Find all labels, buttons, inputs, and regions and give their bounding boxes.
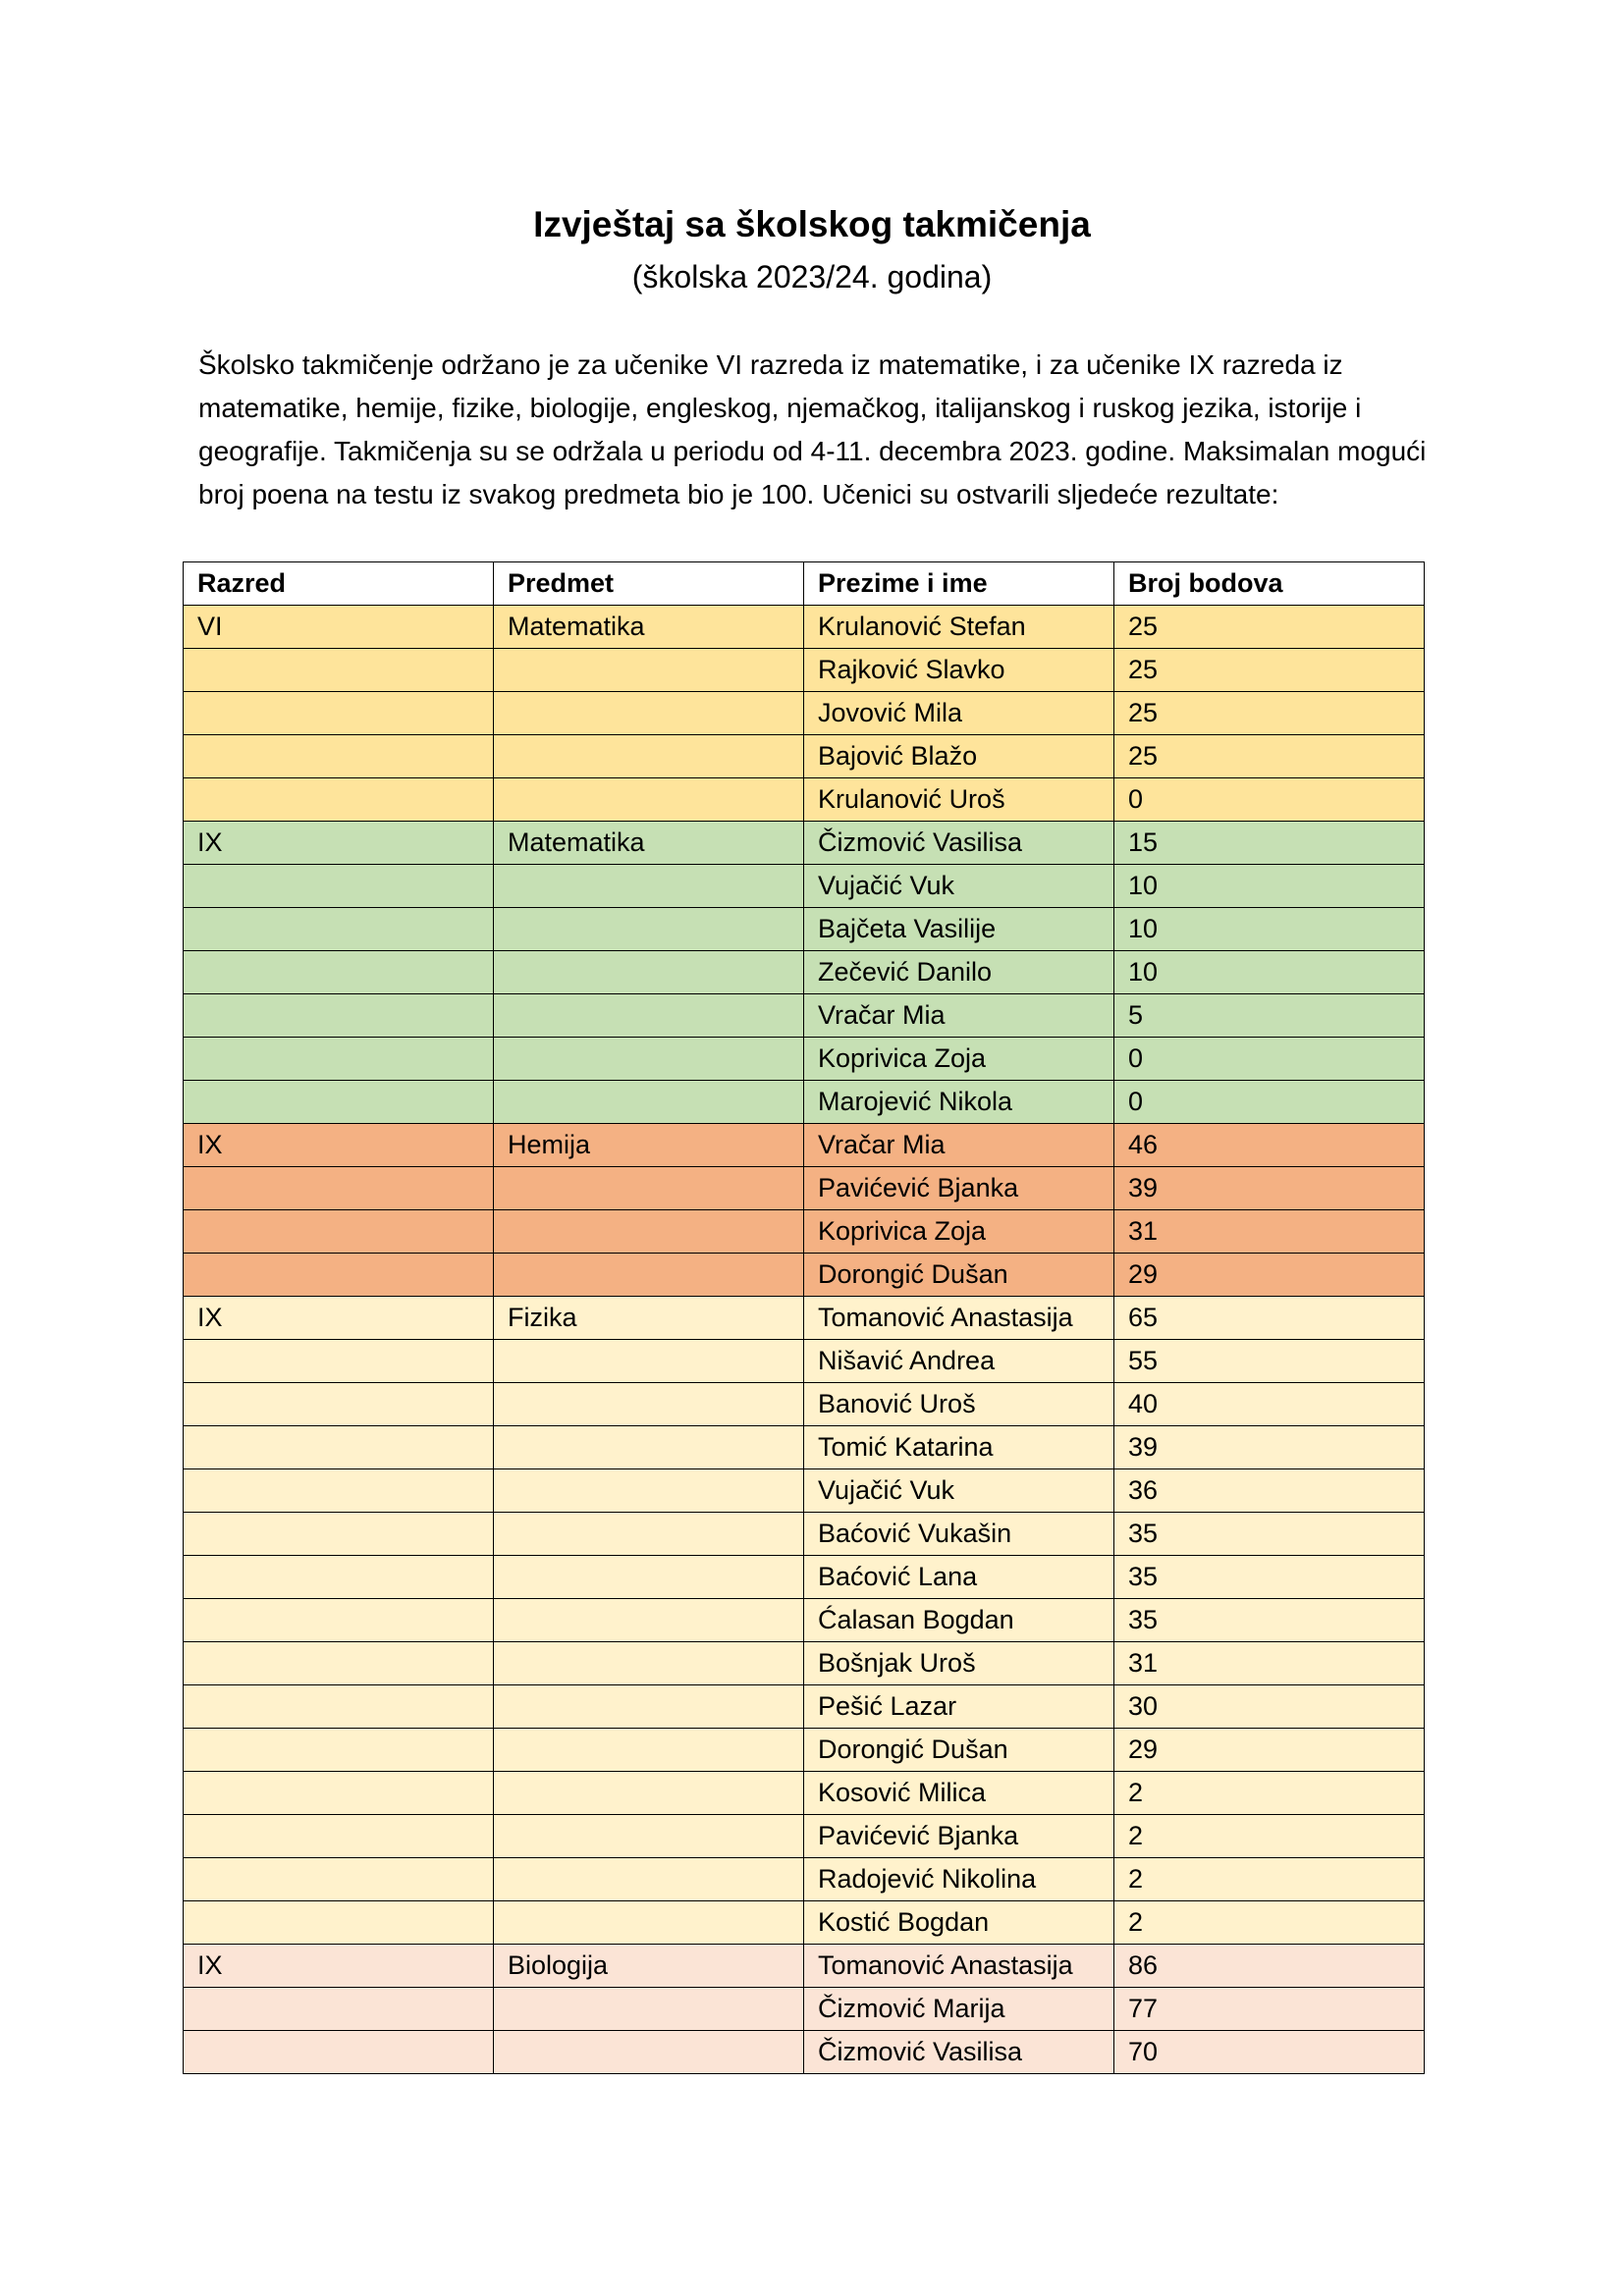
points-cell: 25 [1114, 735, 1425, 778]
points-cell: 2 [1114, 1858, 1425, 1901]
points-cell: 77 [1114, 1988, 1425, 2031]
table-row [184, 1945, 1425, 1988]
predmet-cell [494, 1901, 804, 1945]
points-cell: 65 [1114, 1297, 1425, 1340]
header-predmet: Predmet [494, 562, 804, 606]
points-cell: 0 [1114, 778, 1425, 822]
student-name-cell: Radojević Nikolina [804, 1858, 1114, 1901]
predmet-cell [494, 1383, 804, 1426]
predmet-cell [494, 1210, 804, 1254]
predmet-cell [494, 1815, 804, 1858]
student-name-cell: Zečević Danilo [804, 951, 1114, 994]
razred-cell [184, 735, 494, 778]
student-name-cell: Nišavić Andrea [804, 1340, 1114, 1383]
razred-cell [184, 1210, 494, 1254]
razred-cell [184, 1556, 494, 1599]
points-cell: 2 [1114, 1901, 1425, 1945]
student-name-cell: Dorongić Dušan [804, 1729, 1114, 1772]
razred-cell [184, 692, 494, 735]
student-name-cell: Ćalasan Bogdan [804, 1599, 1114, 1642]
table-row [184, 1297, 1425, 1340]
predmet-cell [494, 1858, 804, 1901]
student-name-cell: Pešić Lazar [804, 1685, 1114, 1729]
student-name-cell: Pavićević Bjanka [804, 1167, 1114, 1210]
razred-cell: IX [184, 1297, 494, 1340]
points-cell: 55 [1114, 1340, 1425, 1383]
student-name-cell: Tomanović Anastasija [804, 1945, 1114, 1988]
student-name-cell: Koprivica Zoja [804, 1038, 1114, 1081]
header-broj-bodova: Broj bodova [1114, 562, 1425, 606]
student-name-cell: Banović Uroš [804, 1383, 1114, 1426]
points-cell: 29 [1114, 1254, 1425, 1297]
table-row [184, 865, 1425, 908]
predmet-cell [494, 1167, 804, 1210]
student-name-cell: Pavićević Bjanka [804, 1815, 1114, 1858]
predmet-cell [494, 1729, 804, 1772]
student-name-cell: Tomanović Anastasija [804, 1297, 1114, 1340]
predmet-cell [494, 994, 804, 1038]
table-row [184, 1469, 1425, 1513]
table-row [184, 1599, 1425, 1642]
razred-cell [184, 1599, 494, 1642]
razred-cell [184, 1858, 494, 1901]
razred-cell [184, 649, 494, 692]
student-name-cell: Bajčeta Vasilije [804, 908, 1114, 951]
predmet-cell [494, 1685, 804, 1729]
predmet-cell [494, 1340, 804, 1383]
points-cell: 0 [1114, 1081, 1425, 1124]
predmet-cell [494, 1772, 804, 1815]
razred-cell [184, 1815, 494, 1858]
predmet-cell [494, 1254, 804, 1297]
table-row [184, 1685, 1425, 1729]
points-cell: 35 [1114, 1556, 1425, 1599]
razred-cell [184, 1772, 494, 1815]
points-cell: 29 [1114, 1729, 1425, 1772]
razred-cell: IX [184, 822, 494, 865]
student-name-cell: Dorongić Dušan [804, 1254, 1114, 1297]
table-row [184, 1988, 1425, 2031]
student-name-cell: Koprivica Zoja [804, 1210, 1114, 1254]
razred-cell [184, 1426, 494, 1469]
predmet-cell [494, 1988, 804, 2031]
points-cell: 30 [1114, 1685, 1425, 1729]
points-cell: 70 [1114, 2031, 1425, 2074]
razred-cell [184, 1469, 494, 1513]
predmet-cell [494, 951, 804, 994]
razred-cell [184, 951, 494, 994]
points-cell: 86 [1114, 1945, 1425, 1988]
table-row [184, 606, 1425, 649]
points-cell: 39 [1114, 1167, 1425, 1210]
razred-cell [184, 1081, 494, 1124]
student-name-cell: Čizmović Marija [804, 1988, 1114, 2031]
predmet-cell [494, 649, 804, 692]
razred-cell [184, 1729, 494, 1772]
student-name-cell: Baćović Vukašin [804, 1513, 1114, 1556]
points-cell: 39 [1114, 1426, 1425, 1469]
table-row [184, 1210, 1425, 1254]
predmet-cell: Hemija [494, 1124, 804, 1167]
table-row [184, 735, 1425, 778]
predmet-cell [494, 2031, 804, 2074]
predmet-cell [494, 1426, 804, 1469]
points-cell: 25 [1114, 649, 1425, 692]
predmet-cell: Fizika [494, 1297, 804, 1340]
table-row [184, 1729, 1425, 1772]
student-name-cell: Kosović Milica [804, 1772, 1114, 1815]
points-cell: 2 [1114, 1772, 1425, 1815]
header-prezime-i-ime: Prezime i ime [804, 562, 1114, 606]
points-cell: 15 [1114, 822, 1425, 865]
student-name-cell: Rajković Slavko [804, 649, 1114, 692]
table-row [184, 649, 1425, 692]
predmet-cell [494, 1038, 804, 1081]
student-name-cell: Tomić Katarina [804, 1426, 1114, 1469]
razred-cell [184, 1901, 494, 1945]
razred-cell [184, 1988, 494, 2031]
table-row [184, 1124, 1425, 1167]
points-cell: 10 [1114, 908, 1425, 951]
predmet-cell [494, 1081, 804, 1124]
table-row [184, 1858, 1425, 1901]
razred-cell [184, 994, 494, 1038]
student-name-cell: Čizmović Vasilisa [804, 2031, 1114, 2074]
razred-cell: IX [184, 1945, 494, 1988]
razred-cell [184, 1642, 494, 1685]
table-row [184, 908, 1425, 951]
points-cell: 10 [1114, 865, 1425, 908]
table-row [184, 1772, 1425, 1815]
student-name-cell: Jovović Mila [804, 692, 1114, 735]
header-razred: Razred [184, 562, 494, 606]
results-table-body [184, 606, 1425, 2074]
points-cell: 40 [1114, 1383, 1425, 1426]
table-row [184, 1383, 1425, 1426]
points-cell: 10 [1114, 951, 1425, 994]
razred-cell [184, 778, 494, 822]
table-row [184, 951, 1425, 994]
predmet-cell [494, 1513, 804, 1556]
predmet-cell: Matematika [494, 606, 804, 649]
points-cell: 35 [1114, 1513, 1425, 1556]
predmet-cell [494, 1599, 804, 1642]
razred-cell [184, 908, 494, 951]
table-row [184, 1340, 1425, 1383]
table-row [184, 778, 1425, 822]
table-header-row [184, 562, 1425, 606]
table-row [184, 2031, 1425, 2074]
student-name-cell: Vujačić Vuk [804, 1469, 1114, 1513]
razred-cell [184, 1038, 494, 1081]
predmet-cell [494, 735, 804, 778]
student-name-cell: Baćović Lana [804, 1556, 1114, 1599]
intro-paragraph: Školsko takmičenje održano je za učenike VI razreda iz matematike, i za učenike IX razreda iz matematike, hemije, fizike, biologije, engleskog, njemačkog, italijanskog i ruskog jezika, istorije i geografije. Takmičenja su se održala u periodu od 4-11. decembra 2023. godine. Maksimalan mogući broj poena na testu iz svakog predmeta bio je 100. Učenici su ostvarili sljedeće rezultate: [198, 349, 1427, 509]
table-row [184, 1642, 1425, 1685]
points-cell: 46 [1114, 1124, 1425, 1167]
points-cell: 5 [1114, 994, 1425, 1038]
student-name-cell: Marojević Nikola [804, 1081, 1114, 1124]
results-table [183, 561, 1425, 2074]
student-name-cell: Krulanović Stefan [804, 606, 1114, 649]
razred-cell [184, 1340, 494, 1383]
razred-cell [184, 2031, 494, 2074]
razred-cell: IX [184, 1124, 494, 1167]
predmet-cell [494, 1469, 804, 1513]
table-row [184, 822, 1425, 865]
predmet-cell [494, 908, 804, 951]
points-cell: 36 [1114, 1469, 1425, 1513]
table-row [184, 1426, 1425, 1469]
table-row [184, 994, 1425, 1038]
student-name-cell: Bajović Blažo [804, 735, 1114, 778]
predmet-cell: Biologija [494, 1945, 804, 1988]
student-name-cell: Vračar Mia [804, 994, 1114, 1038]
table-row [184, 1815, 1425, 1858]
predmet-cell [494, 778, 804, 822]
razred-cell [184, 865, 494, 908]
razred-cell [184, 1254, 494, 1297]
points-cell: 25 [1114, 606, 1425, 649]
table-row [184, 1513, 1425, 1556]
table-row [184, 1038, 1425, 1081]
document-subtitle: (školska 2023/24. godina) [631, 259, 993, 294]
student-name-cell: Čizmović Vasilisa [804, 822, 1114, 865]
razred-cell [184, 1383, 494, 1426]
student-name-cell: Krulanović Uroš [804, 778, 1114, 822]
student-name-cell: Kostić Bogdan [804, 1901, 1114, 1945]
points-cell: 25 [1114, 692, 1425, 735]
student-name-cell: Vračar Mia [804, 1124, 1114, 1167]
razred-cell: VI [184, 606, 494, 649]
predmet-cell [494, 1556, 804, 1599]
table-row [184, 692, 1425, 735]
points-cell: 31 [1114, 1642, 1425, 1685]
razred-cell [184, 1513, 494, 1556]
document-title: Izvještaj sa školskog takmičenja [533, 204, 1091, 244]
predmet-cell [494, 692, 804, 735]
table-row [184, 1254, 1425, 1297]
points-cell: 35 [1114, 1599, 1425, 1642]
predmet-cell: Matematika [494, 822, 804, 865]
points-cell: 0 [1114, 1038, 1425, 1081]
points-cell: 2 [1114, 1815, 1425, 1858]
razred-cell [184, 1685, 494, 1729]
student-name-cell: Vujačić Vuk [804, 865, 1114, 908]
table-row [184, 1901, 1425, 1945]
student-name-cell: Bošnjak Uroš [804, 1642, 1114, 1685]
predmet-cell [494, 1642, 804, 1685]
razred-cell [184, 1167, 494, 1210]
predmet-cell [494, 865, 804, 908]
points-cell: 31 [1114, 1210, 1425, 1254]
table-row [184, 1556, 1425, 1599]
table-row [184, 1167, 1425, 1210]
table-row [184, 1081, 1425, 1124]
